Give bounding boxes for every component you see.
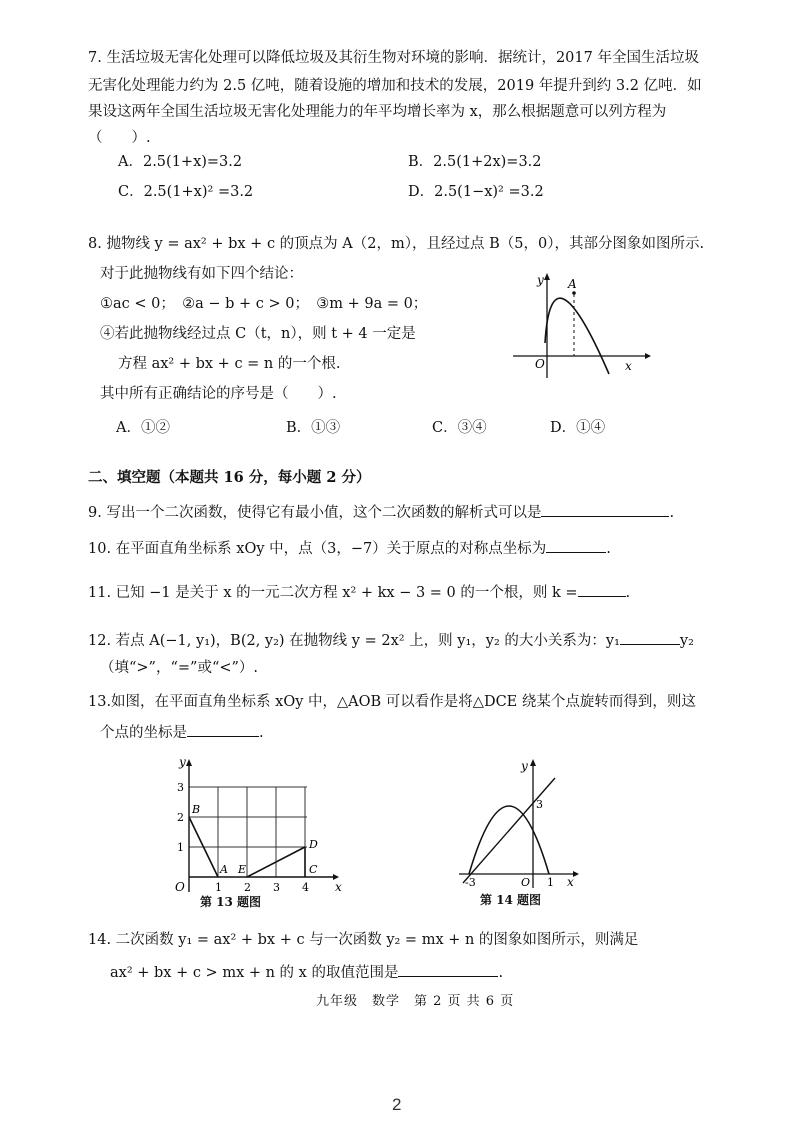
q13-tick-y3: 3 [177,781,184,794]
q7-line-1: 7. 生活垃圾无害化处理可以降低垃圾及其衍生物对环境的影响．据统计，2017 年全国生活垃圾 [88,50,699,66]
q10-text [88,538,611,559]
q8-line-6: 其中所有正确结论的序号是（ ）. [100,386,337,402]
q7-option-c: C．2.5(1+x)² =3.2 [118,184,254,200]
q14-tick-1: 1 [547,876,554,889]
q14-x-arrow [573,871,579,877]
q14-answer-blank[interactable] [398,962,498,977]
q9-question: 9. 写出一个二次函数，使得它有最小值，这个二次函数的解析式可以是 [88,505,542,521]
q7-option-d: D．2.5(1−x)² =3.2 [408,184,544,200]
q12-y2: y₂ [679,633,694,649]
q13-label-x: x [335,880,342,894]
q12-question: 12. 若点 A(−1, y₁)，B(2, y₂) 在抛物线 y = 2x² 上，则 y₁，y₂ 的大小关系为：y₁ [88,633,620,649]
q9-text [88,502,674,523]
q8-label-y: y [537,273,544,287]
q13-tick-y2: 2 [177,811,184,824]
q14-caption: 第 14 题图 [480,893,542,907]
q12-line-1 [88,630,694,651]
q8-parabola [545,298,609,374]
q8-option-d: D．①④ [550,420,606,436]
q8-line-3: ①ac < 0； ②a − b + c > 0； ③m + 9a = 0； [100,296,428,312]
q13-label-d: D [309,838,318,851]
q14-label-y: y [521,759,528,773]
q11-text [88,582,630,603]
q13-grid [189,787,307,877]
q8-label-origin: O [535,357,545,371]
q13-label-b: B [192,803,201,816]
q13-tick-x4: 4 [302,881,309,894]
q7-option-b: B．2.5(1+2x)=3.2 [408,154,542,170]
q13-tick-x2: 2 [244,881,251,894]
q8-option-a: A．①② [116,420,170,436]
q14-graph [455,752,585,892]
q8-label-vertex: A [568,277,577,291]
q13-tick-y1: 1 [177,841,184,854]
q7-line-4: （ ）. [88,130,151,146]
q8-y-arrow [544,273,550,280]
q8-x-arrow [645,353,651,359]
page-footer: 九年级 数学 第 2 页 共 6 页 [316,994,515,1009]
q11-answer-blank[interactable] [578,582,626,597]
q13-line-2-wrap [100,722,264,743]
q13-answer-blank[interactable] [187,722,259,737]
q7-option-a: A．2.5(1+x)=3.2 [118,154,243,170]
q13-line-1: 13.如图，在平面直角坐标系 xOy 中，△AOB 可以看作是将△DCE 绕某个点旋转而得到，则这 [88,694,696,710]
q14-tick-minus3: -3 [465,876,476,889]
q7-line-3: 果设这两年全国生活垃圾无害化处理能力的年平均增长率为 x，那么根据题意可以列方程为 [88,104,667,120]
q9-end: . [669,505,675,521]
q14-label-x: x [567,875,574,889]
section-2-title: 二、填空题（本题共 16 分，每小题 2 分） [88,469,371,486]
q14-tick-y3: 3 [536,798,543,811]
q14-parabola [469,806,549,874]
q8-line-5: 方程 ax² + bx + c = n 的一个根. [118,356,341,372]
q14-line [463,778,555,883]
q13-caption: 第 13 题图 [200,895,262,909]
q14-line-2-wrap [110,962,503,983]
q13-tick-x3: 3 [273,881,280,894]
q13-tick-x1: 1 [215,881,222,894]
q8-line-4: ④若此抛物线经过点 C（t，n），则 t + 4 一定是 [100,326,416,342]
q10-answer-blank[interactable] [546,538,606,553]
q13-end: . [259,725,264,741]
q11-question: 11. 已知 −1 是关于 x 的一元二次方程 x² + kx − 3 = 0 的一个根，则 k = [88,585,578,601]
q13-label-c: C [309,863,318,876]
q13-label-a: A [220,863,228,876]
q8-vertex-point [572,291,576,295]
q10-question: 10. 在平面直角坐标系 xOy 中，点（3，−7）关于原点的对称点坐标为 [88,541,547,557]
q9-answer-blank[interactable] [541,502,669,517]
q8-option-b: B．①③ [286,420,341,436]
q12-line-2: （填“>”，“=”或“<”）. [100,660,259,676]
q11-end: . [625,585,631,601]
q8-line-1: 8. 抛物线 y = ax² + bx + c 的顶点为 A（2，m），且经过点 B（5，0），其部分图象如图所示. [88,236,705,252]
page-number: 2 [392,1095,402,1114]
q14-line-2: ax² + bx + c > mx + n 的 x 的取值范围是 [110,965,399,981]
q7-line-2: 无害化处理能力约为 2.5 亿吨，随着设施的增加和技术的发展，2019 年提升到约 3.2 亿吨．如 [88,78,702,94]
q13-y-arrow [186,759,192,766]
q14-line-1: 14. 二次函数 y₁ = ax² + bx + c 与一次函数 y₂ = mx + n 的图象如图所示，则满足 [88,932,639,948]
q14-end: . [498,965,504,981]
q8-option-c: C．③④ [432,420,487,436]
q8-label-x: x [625,359,632,373]
q8-line-2: 对于此抛物线有如下四个结论： [100,266,303,282]
q13-label-y: y [179,755,186,769]
q10-end: . [606,541,611,557]
q13-label-e: E [238,863,247,876]
q13-label-origin: O [175,880,185,894]
q14-label-origin: O [521,876,531,889]
q12-answer-blank[interactable] [620,630,680,645]
q14-y-arrow [530,759,536,766]
q13-grid-graph [165,752,355,897]
q8-parabola-graph [505,268,655,383]
q13-line-2: 个点的坐标是 [100,725,187,741]
